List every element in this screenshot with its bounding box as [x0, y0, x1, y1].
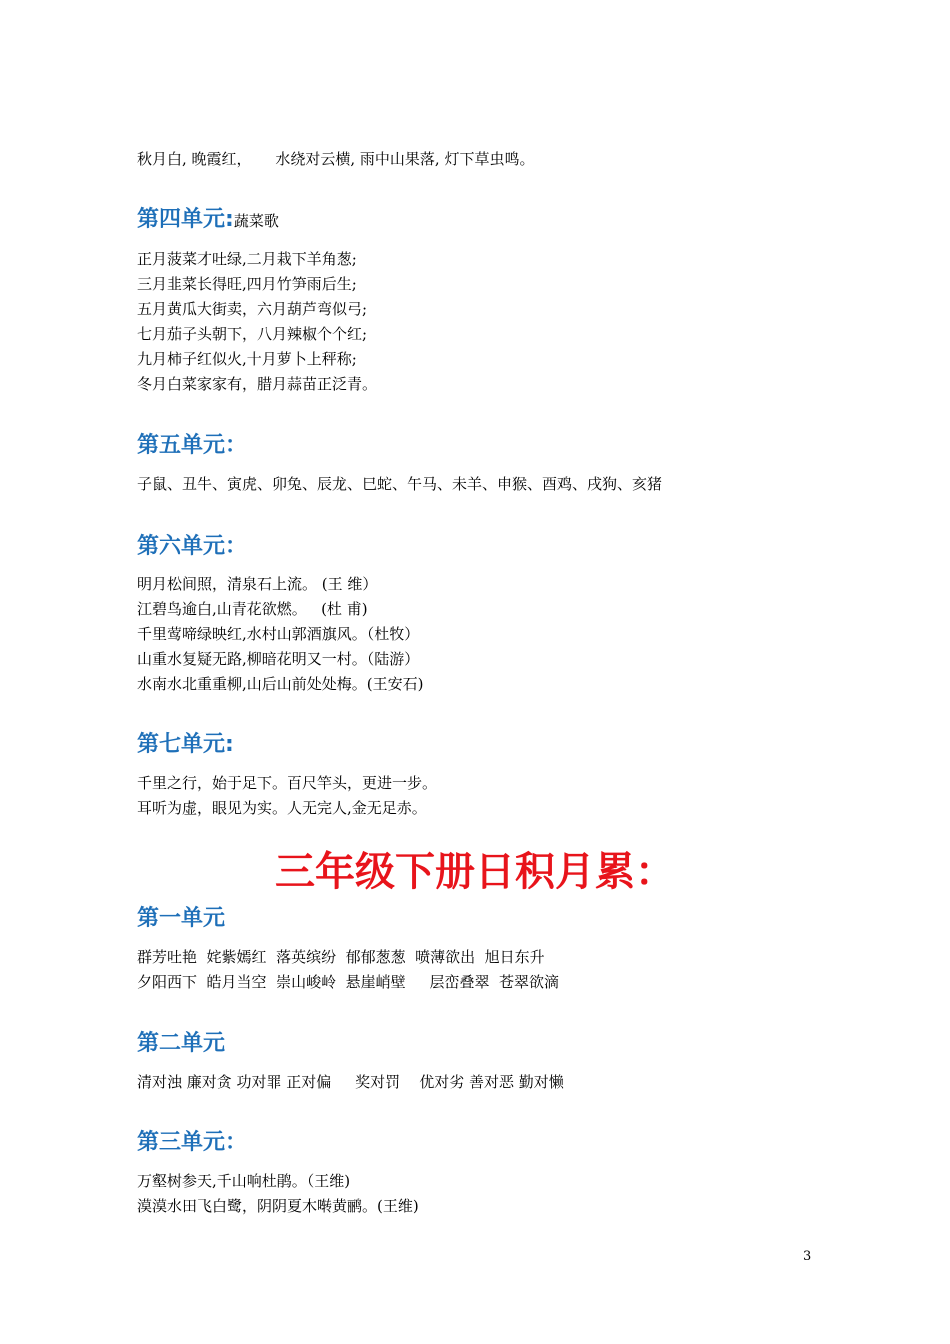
lower-unit2-line: 清对浊 廉对贪 功对罪 正对偏 奖对罚 优对劣 善对恶 勤对懒 [137, 1073, 564, 1091]
unit6-line: 山重水复疑无路,柳暗花明又一村。（陆游） [137, 650, 420, 668]
unit7-line: 耳听为虚，眼见为实。人无完人,金无足赤。 [137, 799, 427, 817]
unit4-line: 正月菠菜才吐绿,二月栽下羊角葱; [137, 250, 357, 268]
unit7-heading: 第七单元: [137, 732, 234, 757]
unit5-heading: 第五单元： [137, 433, 248, 458]
lower-unit2-heading: 第二单元 [137, 1031, 226, 1056]
unit5-line: 子鼠、丑牛、寅虎、卯兔、辰龙、巳蛇、午马、未羊、申猴、酉鸡、戌狗、亥猪 [137, 475, 663, 493]
unit6-line: 水南水北重重柳,山后山前处处梅。(王安石) [137, 675, 424, 693]
lower-unit3-line: 万壑树参天,千山响杜鹃。（王维) [137, 1172, 351, 1190]
lower-unit1-line: 夕阳西下 皓月当空 崇山峻岭 悬崖峭壁 层峦叠翠 苍翠欲滴 [137, 973, 559, 991]
unit4-line: 五月黄瓜大街卖，六月葫芦弯似弓; [137, 300, 368, 318]
unit7-line: 千里之行，始于足下。百尺竿头，更进一步。 [137, 774, 438, 792]
unit6-line: 千里莺啼绿映红,水村山郭酒旗风。（杜牧） [137, 625, 420, 643]
page-number: 3 [803, 1249, 812, 1264]
lower-unit1-heading: 第一单元 [137, 906, 226, 931]
unit6-line: 江碧鸟逾白,山青花欲燃。 (杜 甫) [137, 600, 368, 618]
unit4-line: 冬月白菜家家有，腊月蒜苗正泛青。 [137, 375, 378, 393]
lower-unit3-line: 漠漠水田飞白鹭，阴阴夏木啭黄鹂。(王维) [137, 1197, 419, 1215]
lower-unit1-line: 群芳吐艳 姹紫嫣红 落英缤纷 郁郁葱葱 喷薄欲出 旭日东升 [137, 948, 545, 966]
unit4-subtitle: 蔬菜歌 [233, 212, 279, 230]
unit4-line: 七月茄子头朝下，八月辣椒个个红; [137, 325, 368, 343]
unit6-heading: 第六单元： [137, 534, 248, 559]
unit6-line: 明月松间照，清泉石上流。 (王 维） [137, 575, 378, 593]
unit4-line: 九月柿子红似火,十月萝卜上秤称; [137, 350, 357, 368]
lower-unit3-heading: 第三单元： [137, 1130, 248, 1155]
unit4-heading-text: 第四单元: [137, 207, 234, 232]
unit4-heading [137, 206, 279, 235]
unit4-line: 三月韭菜长得旺,四月竹笋雨后生; [137, 275, 357, 293]
section-title: 三年级下册日积月累： [275, 849, 675, 895]
intro-line: 秋月白, 晚霞红， 水绕对云横, 雨中山果落, 灯下草虫鸣。 [137, 150, 535, 168]
